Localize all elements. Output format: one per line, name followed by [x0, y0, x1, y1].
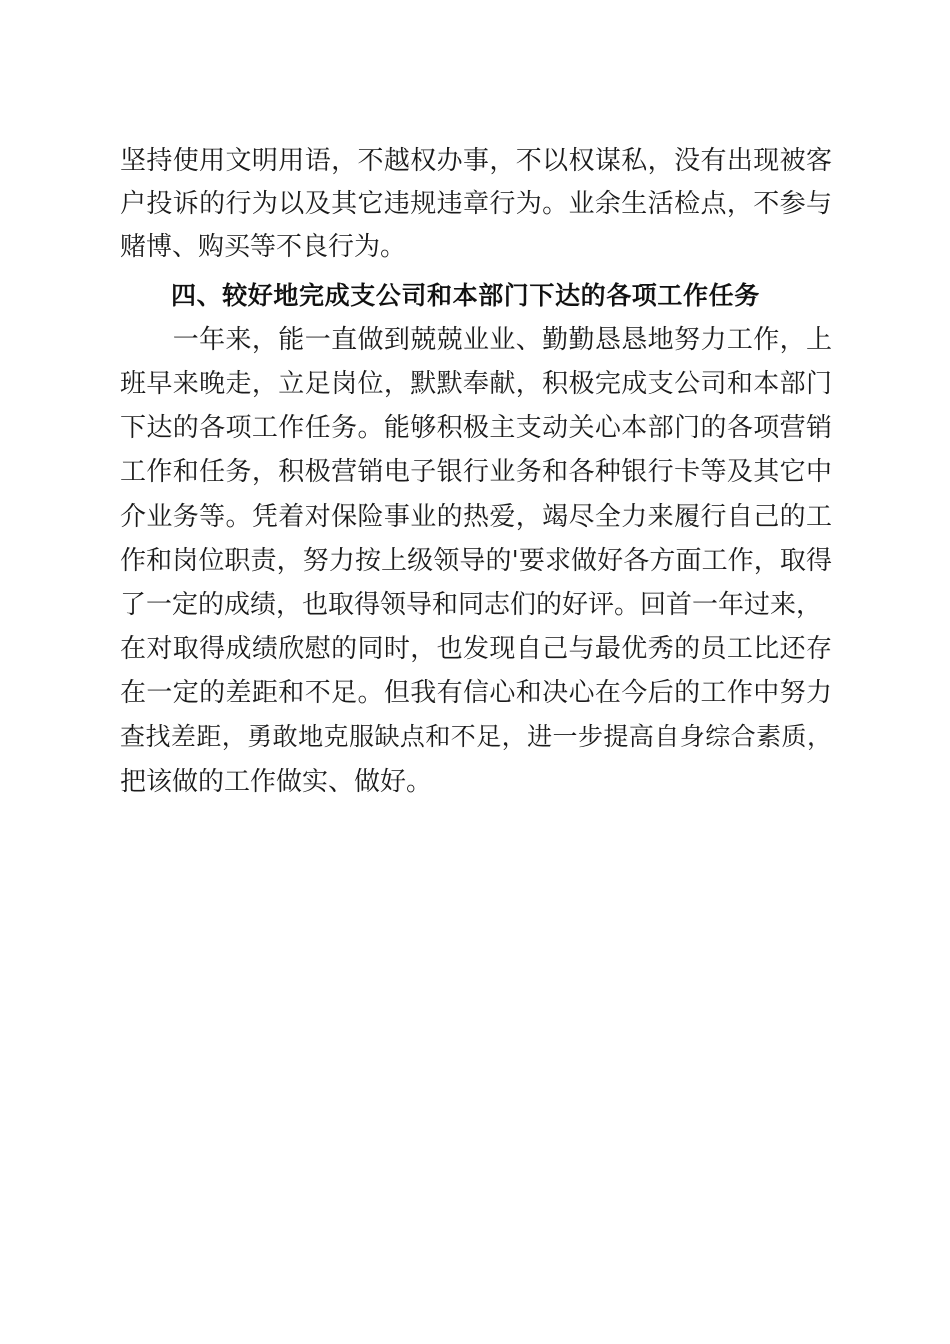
- paragraph-line: 作和岗位职责，努力按上级领导的'要求做好各方面工作，取得: [120, 546, 832, 576]
- paragraph-line: 在一定的差距和不足。但我有信心和决心在今后的工作中努力: [120, 678, 832, 708]
- paragraph-line: 下达的各项工作任务。能够积极主支动关心本部门的各项营销: [120, 413, 832, 443]
- paragraph-line: 一年来，能一直做到兢兢业业、勤勤恳恳地努力工作，上: [120, 325, 832, 355]
- paragraph-line: 查找差距，勇敢地克服缺点和不足，进一步提高自身综合素质，: [120, 722, 832, 751]
- paragraph-line: 坚持使用文明用语，不越权办事，不以权谋私，没有出现被客: [120, 146, 832, 176]
- paragraph-line: 介业务等。凭着对保险事业的热爱，竭尽全力来履行自己的工: [120, 502, 832, 532]
- section-heading: 四、较好地完成支公司和本部门下达的各项工作任务: [171, 281, 760, 310]
- paragraph-line: 了一定的成绩，也取得领导和同志们的好评。回首一年过来，: [120, 590, 823, 620]
- paragraph-line: 户投诉的行为以及其它违规违章行为。业余生活检点，不参与: [120, 189, 832, 219]
- paragraph-line: 班早来晚走，立足岗位，默默奉献，积极完成支公司和本部门: [120, 369, 832, 399]
- paragraph-line: 工作和任务，积极营销电子银行业务和各种银行卡等及其它中: [120, 457, 832, 487]
- paragraph-line: 在对取得成绩欣慰的同时，也发现自己与最优秀的员工比还存: [120, 634, 832, 664]
- paragraph-line: 把该做的工作做实、做好。: [120, 767, 433, 797]
- paragraph-line: 赌博、购买等不良行为。: [120, 232, 407, 262]
